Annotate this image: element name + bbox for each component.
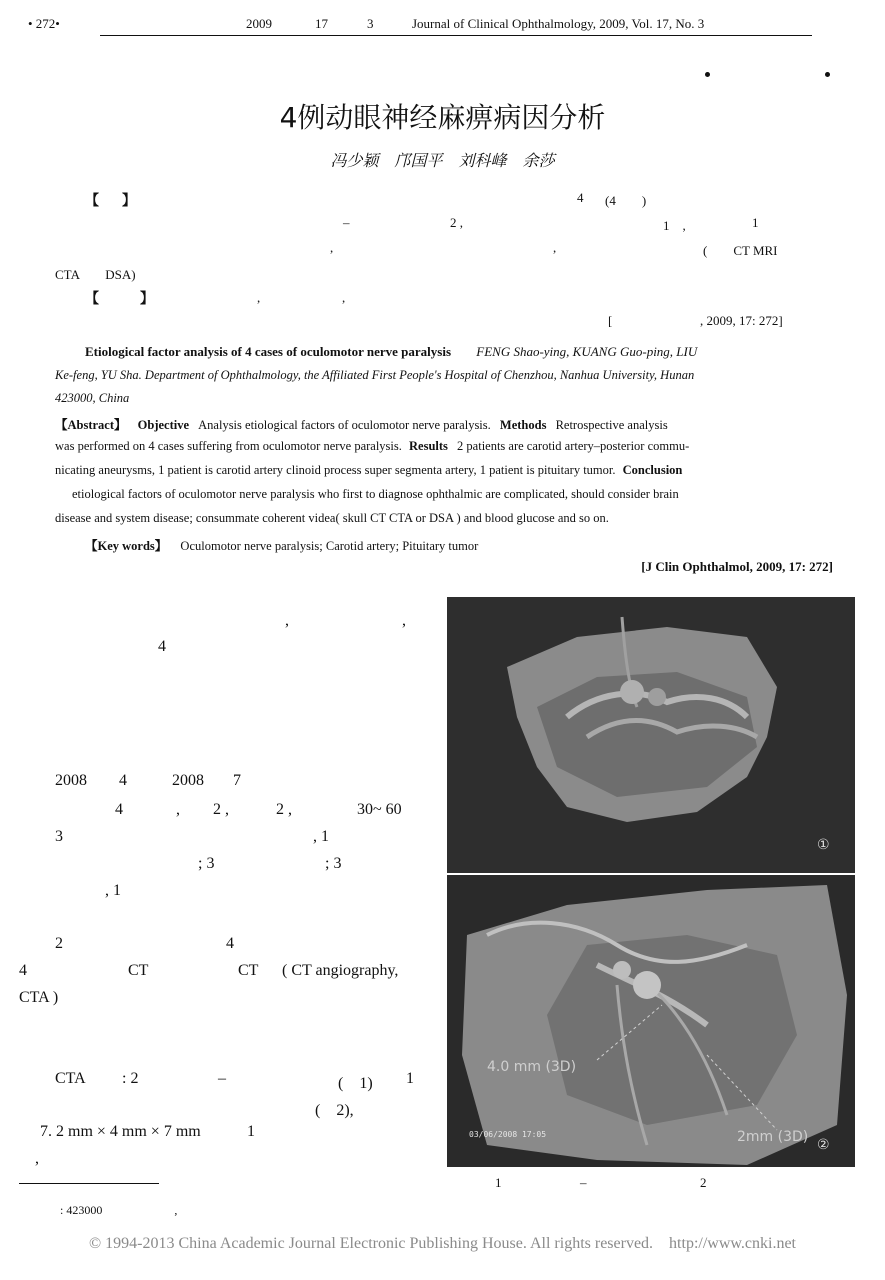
en-conclusion-label: Conclusion [622,463,683,477]
cn-citation: , 2009, 17: 272] [700,313,783,328]
copyright-notice: © 1994-2013 China Academic Journal Electronic Publishing House. All rights reserved. http://www.cnki.net [89,1235,796,1252]
en-keywords-label: 【Key words】 [85,539,168,553]
body-text: CT [128,962,149,979]
body-text: , 1 [313,828,329,845]
en-results-label: Results [409,439,448,453]
cn-keywords-text: , [342,290,346,305]
en-abstract-text: was performed on 4 cases suffering from oculomotor nerve paralysis. [55,439,402,453]
en-title: Etiological factor analysis of 4 cases of oculomotor nerve paralysis [85,344,452,359]
en-objective-label: Objective [137,418,190,432]
en-abstract-text: etiological factors of oculomotor nerve paralysis who first to diagnose ophthalmic are complicated, should consider brain [72,487,679,501]
body-text: ; 3 [198,855,215,872]
en-objective-text: Analysis etiological factors of oculomotor nerve paralysis. [198,418,491,432]
en-abstract-line [55,463,682,478]
header-cn-no: 3 [367,16,374,31]
en-abstract-line [55,415,668,433]
cta-image-1 [447,597,855,873]
body-text: 7 [233,772,241,789]
cn-keywords-bracket-close: 】 [140,292,154,307]
body-text: 2008 [55,772,87,789]
cn-abstract-bracket-open: 【 [85,194,99,209]
en-keywords-text: Oculomotor nerve paralysis; Carotid artery; Pituitary tumor [180,539,479,553]
en-authors-postcode: 423000, China [55,391,130,405]
figure-panel-2 [447,875,855,1167]
cn-abstract-text: 1 [752,215,759,230]
body-text: 2 , [213,801,229,818]
measure-label-a: 4.0 mm (3D) [487,1059,577,1075]
cn-abstract-text: – [343,215,350,230]
cta-image-2 [447,875,855,1167]
body-text: 4 [115,801,123,818]
header-cn-vol: 17 [315,16,328,31]
body-text: , [176,801,180,818]
body-text: 4 [158,638,166,655]
en-authors-affiliation: Ke-feng, YU Sha. Department of Ophthalmology, the Affiliated First People's Hospital of Chenzhou, Nanhua University, Hunan [55,368,695,382]
body-text: 3 [55,828,63,845]
body-text: : 2 [122,1070,139,1087]
body-text: 4 [119,772,127,789]
cn-abstract-text: 1 , [663,218,686,233]
figure-label-2: ② [817,1137,830,1153]
decor-dot [705,72,710,77]
body-text: 2008 [172,772,204,789]
body-text: ( 2), [315,1102,354,1119]
header-rule [100,35,812,36]
en-abstract-text: disease and system disease; consummate coherent videa( skull CT CTA or DSA ) and blood glucose and so on. [55,511,609,525]
body-text: 7. 2 mm × 4 mm × 7 mm [40,1123,201,1140]
footnote: : 423000 , [60,1203,178,1217]
figure-panel-1 [447,597,855,873]
body-text: CTA [55,1070,86,1087]
body-text: ; 3 [325,855,342,872]
image-date: 03/06/2008 17:05 [469,1130,547,1139]
footnote-rule [19,1183,159,1184]
en-results-text: 2 patients are carotid artery–posterior commu- [457,439,690,453]
authors-cn: 冯少颖 邝国平 刘科峰 余莎 [330,151,555,170]
page-number: • 272• [28,16,60,31]
header-journal-en: Journal of Clinical Ophthalmology, 2009, Vol. 17, No. 3 [412,16,705,31]
figure-caption: 1 [495,1175,502,1190]
body-text: 1 [406,1070,414,1087]
body-text: – [218,1070,226,1087]
header-cn-year: 2009 [246,16,272,31]
decor-dot [825,72,830,77]
body-text: , [402,612,406,629]
body-text: 2 , [276,801,292,818]
body-text: CT [238,962,259,979]
en-abstract-line [55,439,689,454]
cn-keywords-text: , [257,290,261,305]
body-text: , [35,1150,39,1167]
figure-caption: – [580,1175,587,1190]
measure-label-b: 2mm (3D) [737,1129,809,1145]
cn-abstract-bracket-close: 】 [122,194,136,209]
figure-label-1: ① [817,837,830,853]
body-text: , 1 [105,882,121,899]
cn-abstract-text: 4 [577,190,584,205]
body-text: 1 [247,1123,255,1140]
body-text: , [285,612,289,629]
body-text: ( 1) [338,1075,373,1092]
en-citation: [J Clin Ophthalmol, 2009, 17: 272] [641,559,833,574]
cn-abstract-text: 2 , [450,215,463,230]
en-abstract-label: 【Abstract】 [55,418,127,432]
cn-abstract-text: , [330,240,334,255]
en-abstract-text: nicating aneurysms, 1 patient is carotid artery clinoid process super segmenta artery, 1 patient is pituitary tumor. [55,463,616,477]
en-methods-label: Methods [499,418,547,432]
cn-keywords-bracket-open: 【 [85,292,99,307]
en-methods-text: Retrospective analysis [555,418,668,432]
body-text: 30~ 60 [357,801,402,818]
body-text: 4 [19,962,27,979]
body-text: 2 [55,935,63,952]
figure-caption: 2 [700,1175,707,1190]
article-title: 4例动眼神经麻痹病因分析 [279,101,606,134]
cn-citation: [ [608,313,613,328]
cn-abstract-text: CTA DSA) [55,267,136,282]
cn-abstract-text: , [553,240,557,255]
body-text: CTA ) [19,989,59,1006]
en-keywords-line [85,536,478,554]
cn-abstract-text: ( CT MRI [703,243,778,258]
body-text: 4 [226,935,234,952]
cn-abstract-text: (4 ) [605,193,647,208]
en-authors: FENG Shao-ying, KUANG Guo-ping, LIU [476,344,698,359]
body-text: ( CT angiography, [282,962,399,979]
